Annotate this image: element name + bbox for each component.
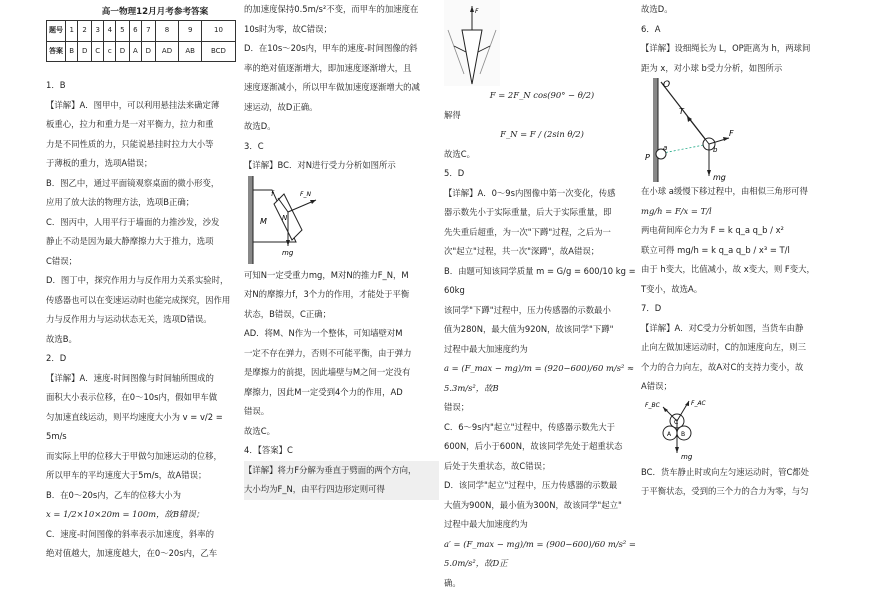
text-line: 故选C。 <box>244 425 275 436</box>
answer-cell: D <box>142 41 156 62</box>
text-line: B．图乙中，通过平面镜观察桌面的微小形变， <box>46 177 220 188</box>
text-line: 率的绝对值逐渐增大，即加速度逐渐增大，且 <box>244 62 412 73</box>
text-line: 力与反作用力与运动状态无关，选项D错误。 <box>46 314 212 324</box>
text-line: T变小，故选A。 <box>641 283 703 294</box>
formula-line: F_N = F / (2sin θ/2) <box>500 129 584 139</box>
label-m: M <box>260 216 267 226</box>
question-number: 4 <box>104 21 116 42</box>
question-number: 3 <box>91 21 104 42</box>
text-line: 后处于失重状态，故C错误； <box>444 460 551 471</box>
answer-heading-5: 5．D <box>444 168 465 178</box>
q4-wedge-diagram <box>444 0 500 86</box>
wall <box>248 176 253 264</box>
text-line: 故选C。 <box>444 148 475 159</box>
question-number: 1 <box>66 21 78 42</box>
text-line: 距为 x，对小球 b受力分析，如图所示 <box>641 62 783 73</box>
label-f: F <box>729 129 734 138</box>
label-a: a <box>663 144 668 152</box>
label-fac: F_AC <box>691 399 706 407</box>
text-line: C．速度-时间图像的斜率表示加速度，斜率的 <box>46 528 214 539</box>
formula-line: a′ = (F_max − mg)/m = (900−600)/60 m/s² = 5.0m/s²，故D正 <box>444 538 636 568</box>
text-line: 过程中最大加速度约为 <box>444 343 528 354</box>
answer-cell: B <box>66 41 78 62</box>
answer-heading-1: 1．B <box>46 80 66 90</box>
question-number: 8 <box>155 21 179 42</box>
text-line: 应用了放大法的物理方法，选项B正确； <box>46 197 195 207</box>
text-line: 于薄板的重力，选项A错误； <box>46 158 153 168</box>
text-line: 故选D。 <box>244 121 276 131</box>
text-line: 先失重后超重，为一次"下蹲"过程，之后为一 <box>444 226 611 237</box>
label-p: P <box>645 153 650 162</box>
wall <box>653 78 658 182</box>
answer-table <box>46 20 236 62</box>
answer-cell: c <box>104 41 116 62</box>
text-line: BC．货车静止时或向左匀速运动时，管C都处 <box>641 466 810 477</box>
formula-line: 联立可得 mg/h = k q_a q_b / x³ = T/l <box>641 244 790 255</box>
text-line: 【详解】A．速度-时间图像与时间轴所围成的 <box>46 372 214 383</box>
answer-heading-4: 4．【答案】C <box>244 445 293 455</box>
text-line: 过程中最大加速度约为 <box>444 519 528 529</box>
answer-cell: C <box>91 41 104 62</box>
text-line: 故选B。 <box>46 333 77 344</box>
text-line: 个力的合力向左，故A对C的支持力变小，故 <box>641 361 804 372</box>
label-mg: mg <box>681 452 693 461</box>
answer-cell: D <box>116 41 130 62</box>
text-line: 该同学"下蹲"过程中，压力传感器的示数最小 <box>444 304 611 315</box>
text-line: 传感器也可以在变速运动时也能完成探究，因作用 <box>46 294 231 305</box>
column-1 <box>46 0 234 564</box>
text-line: D．该同学"起立"过程中，压力传感器的示数最 <box>444 480 618 490</box>
text-line: 状态，B错误，C正确； <box>244 308 331 319</box>
text-line: D．在10s～20s内，甲车的速度-时间图像的斜 <box>244 43 418 53</box>
answer-heading-6: 6．A <box>641 23 661 34</box>
formula-line: 两电荷间库仑力为 F = k q_a q_b / x² <box>641 225 784 235</box>
answer-table-answer-row <box>47 41 236 62</box>
text-line: 匀加速直线运动，则平均速度大小为 v = v/2 = 5m/s <box>46 411 223 441</box>
formula-line: B．由题可知该同学质量 m = G/g = 600/10 kg = 60kg <box>444 265 636 295</box>
text-line: 故选D。 <box>641 4 673 14</box>
text-line: 10s时为零，故C错误； <box>244 23 332 34</box>
text-line: 大值为900N，最小值为300N，故该同学"起立" <box>444 499 622 510</box>
text-line: 【详解】A．0～9s内图像中第一次变化，传感 <box>444 187 616 198</box>
answer-heading-2: 2．D <box>46 353 67 363</box>
label-mg: mg <box>713 173 726 182</box>
label-b: B <box>681 430 686 438</box>
question-row-label: 题号 <box>47 21 66 42</box>
formula-line: mg/h = F/x = T/l <box>641 205 712 216</box>
column-2 <box>244 0 439 500</box>
text-line: C．6～9s内"起立"过程中，传感器示数先大于 <box>444 421 615 432</box>
text-line: 对N的摩擦力f，3个力的作用，才能处于平衡 <box>244 289 410 299</box>
text-line: 而实际上甲的位移大于甲做匀加速运动的位移， <box>46 450 222 461</box>
text-line: 值为280N，最大值为920N，故该同学"下蹲" <box>444 324 614 334</box>
label-a: A <box>667 430 672 438</box>
text-line: 速运动，故D正确。 <box>244 101 318 112</box>
text-line: 【详解】设细绳长为 L，OP距离为 h，两球间 <box>641 43 811 53</box>
q6-force-diagram <box>641 78 741 182</box>
text-line: 器示数先小于实际重量，后大于实际重量，即 <box>444 207 612 217</box>
label-fn: F_N <box>300 190 311 198</box>
text-line: 在小球 a缓慢下移过程中，由相似三角形可得 <box>641 186 808 196</box>
label-c: C <box>674 418 679 426</box>
text-line: 止向左做加速运动时，C的加速度向左，则三 <box>641 342 806 352</box>
question-number: 10 <box>201 21 235 42</box>
text-line: 解得 <box>444 109 461 120</box>
text-line: AD．将M、N作为一个整体，可知墙壁对M <box>244 328 403 338</box>
text-line: 板重心，拉力和重力是一对平衡力，拉力和重 <box>46 119 214 129</box>
text-line: A错误； <box>641 381 672 391</box>
text-line: 【详解】将力F分解为垂直于劈面的两个方向， <box>244 461 439 481</box>
text-line: 面积大小表示位移，在0～10s内，假如甲车做 <box>46 392 218 402</box>
label-o: O <box>663 80 671 90</box>
label-n: N <box>282 213 288 222</box>
text-line: 可知N一定受重力mg，M对N的推力F_N，M <box>244 269 409 280</box>
text-line: 600N，后小于600N，故该同学先处于超重状态 <box>444 441 623 451</box>
question-number: 9 <box>179 21 202 42</box>
label-fbc: F_BC <box>645 401 660 409</box>
text-line: 绝对值越大，加速度越大，在0～20s内，乙车 <box>46 548 218 558</box>
text-line: 于平衡状态，受到的三个力的合力为零，与匀 <box>641 486 809 496</box>
label-mg: mg <box>282 248 294 257</box>
question-number: 2 <box>78 21 92 42</box>
column-3 <box>444 0 640 593</box>
text-line: C．图丙中，人用平行于墙面的力推沙发，沙发 <box>46 216 220 227</box>
q3-force-diagram <box>244 176 324 266</box>
label-b: b <box>713 146 718 154</box>
answer-cell: AB <box>179 41 202 62</box>
text-line: 力是不同性质的力，只能说悬挂时拉力大小等 <box>46 138 214 149</box>
label-f: F <box>475 8 479 15</box>
answer-heading-7: 7．D <box>641 303 662 313</box>
text-line: C错误； <box>46 255 77 266</box>
text-line: 的加速度保持0.5m/s²不变，而甲车的加速度在 <box>244 4 419 14</box>
text-line: 所以甲车的平均速度大于5m/s，故A错误； <box>46 470 207 480</box>
page-title: 高一物理12月月考参考答案 <box>101 7 209 17</box>
text-line: 静止不动是因为最大静摩擦力大于推力，选项 <box>46 236 214 246</box>
answer-table-question-row <box>47 21 236 42</box>
text-line: 是摩擦力的前提，因此墙壁与M之间一定没有 <box>244 367 411 377</box>
text-line: 速度逐渐减小，所以甲车做加速度逐渐增大的减 <box>244 82 420 92</box>
formula-line: a = (F_max − mg)/m = (920−600)/60 m/s² ≈ 5.3m/s²，故B <box>444 363 635 393</box>
column-4 <box>641 0 829 502</box>
text-line: 【详解】BC．对N进行受力分析如图所示 <box>244 160 396 170</box>
answer-row-label: 答案 <box>47 41 66 62</box>
text-line: 【详解】A．图甲中，可以利用悬挂法来确定薄 <box>46 99 220 110</box>
text-line: 错误； <box>444 402 470 412</box>
text-line: 确。 <box>444 577 461 588</box>
text-line: D．图丁中，探究作用力与反作用力关系实验时， <box>46 275 229 285</box>
answer-cell: A <box>129 41 141 62</box>
label-f: f <box>271 189 274 198</box>
answer-cell: BCD <box>201 41 235 62</box>
question-number: 6 <box>129 21 141 42</box>
text-line: 大小均为F_N，由平行四边形定则可得 <box>244 480 439 500</box>
text-line: 错误。 <box>244 406 270 416</box>
formula-line: F = 2F_N cos(90° − θ/2) <box>489 90 595 100</box>
text-line: 摩擦力，因此M一定受到4个力的作用，AD <box>244 386 403 397</box>
answer-cell: AD <box>155 41 179 62</box>
answer-heading-3: 3．C <box>244 140 264 151</box>
text-line: 次"起立"过程，共一次"深蹲"，故A错误； <box>444 246 600 256</box>
text-line: B．在0～20s内，乙车的位移大小为 <box>46 489 181 500</box>
question-number: 7 <box>142 21 156 42</box>
label-t: T <box>679 107 684 116</box>
text-line: 由于 h变大，比值减小，故 x变大，则 F变大， <box>641 264 815 274</box>
answer-cell: D <box>78 41 92 62</box>
formula-line: x = 1/2×10×20m = 100m，故B错误； <box>46 509 205 519</box>
question-number: 5 <box>116 21 130 42</box>
text-line: 一定不存在弹力，否则不可能平衡，由于弹力 <box>244 347 412 358</box>
q7-pipe-diagram <box>641 397 721 463</box>
text-line: 【详解】A．对C受力分析如图，当货车由静 <box>641 322 804 333</box>
